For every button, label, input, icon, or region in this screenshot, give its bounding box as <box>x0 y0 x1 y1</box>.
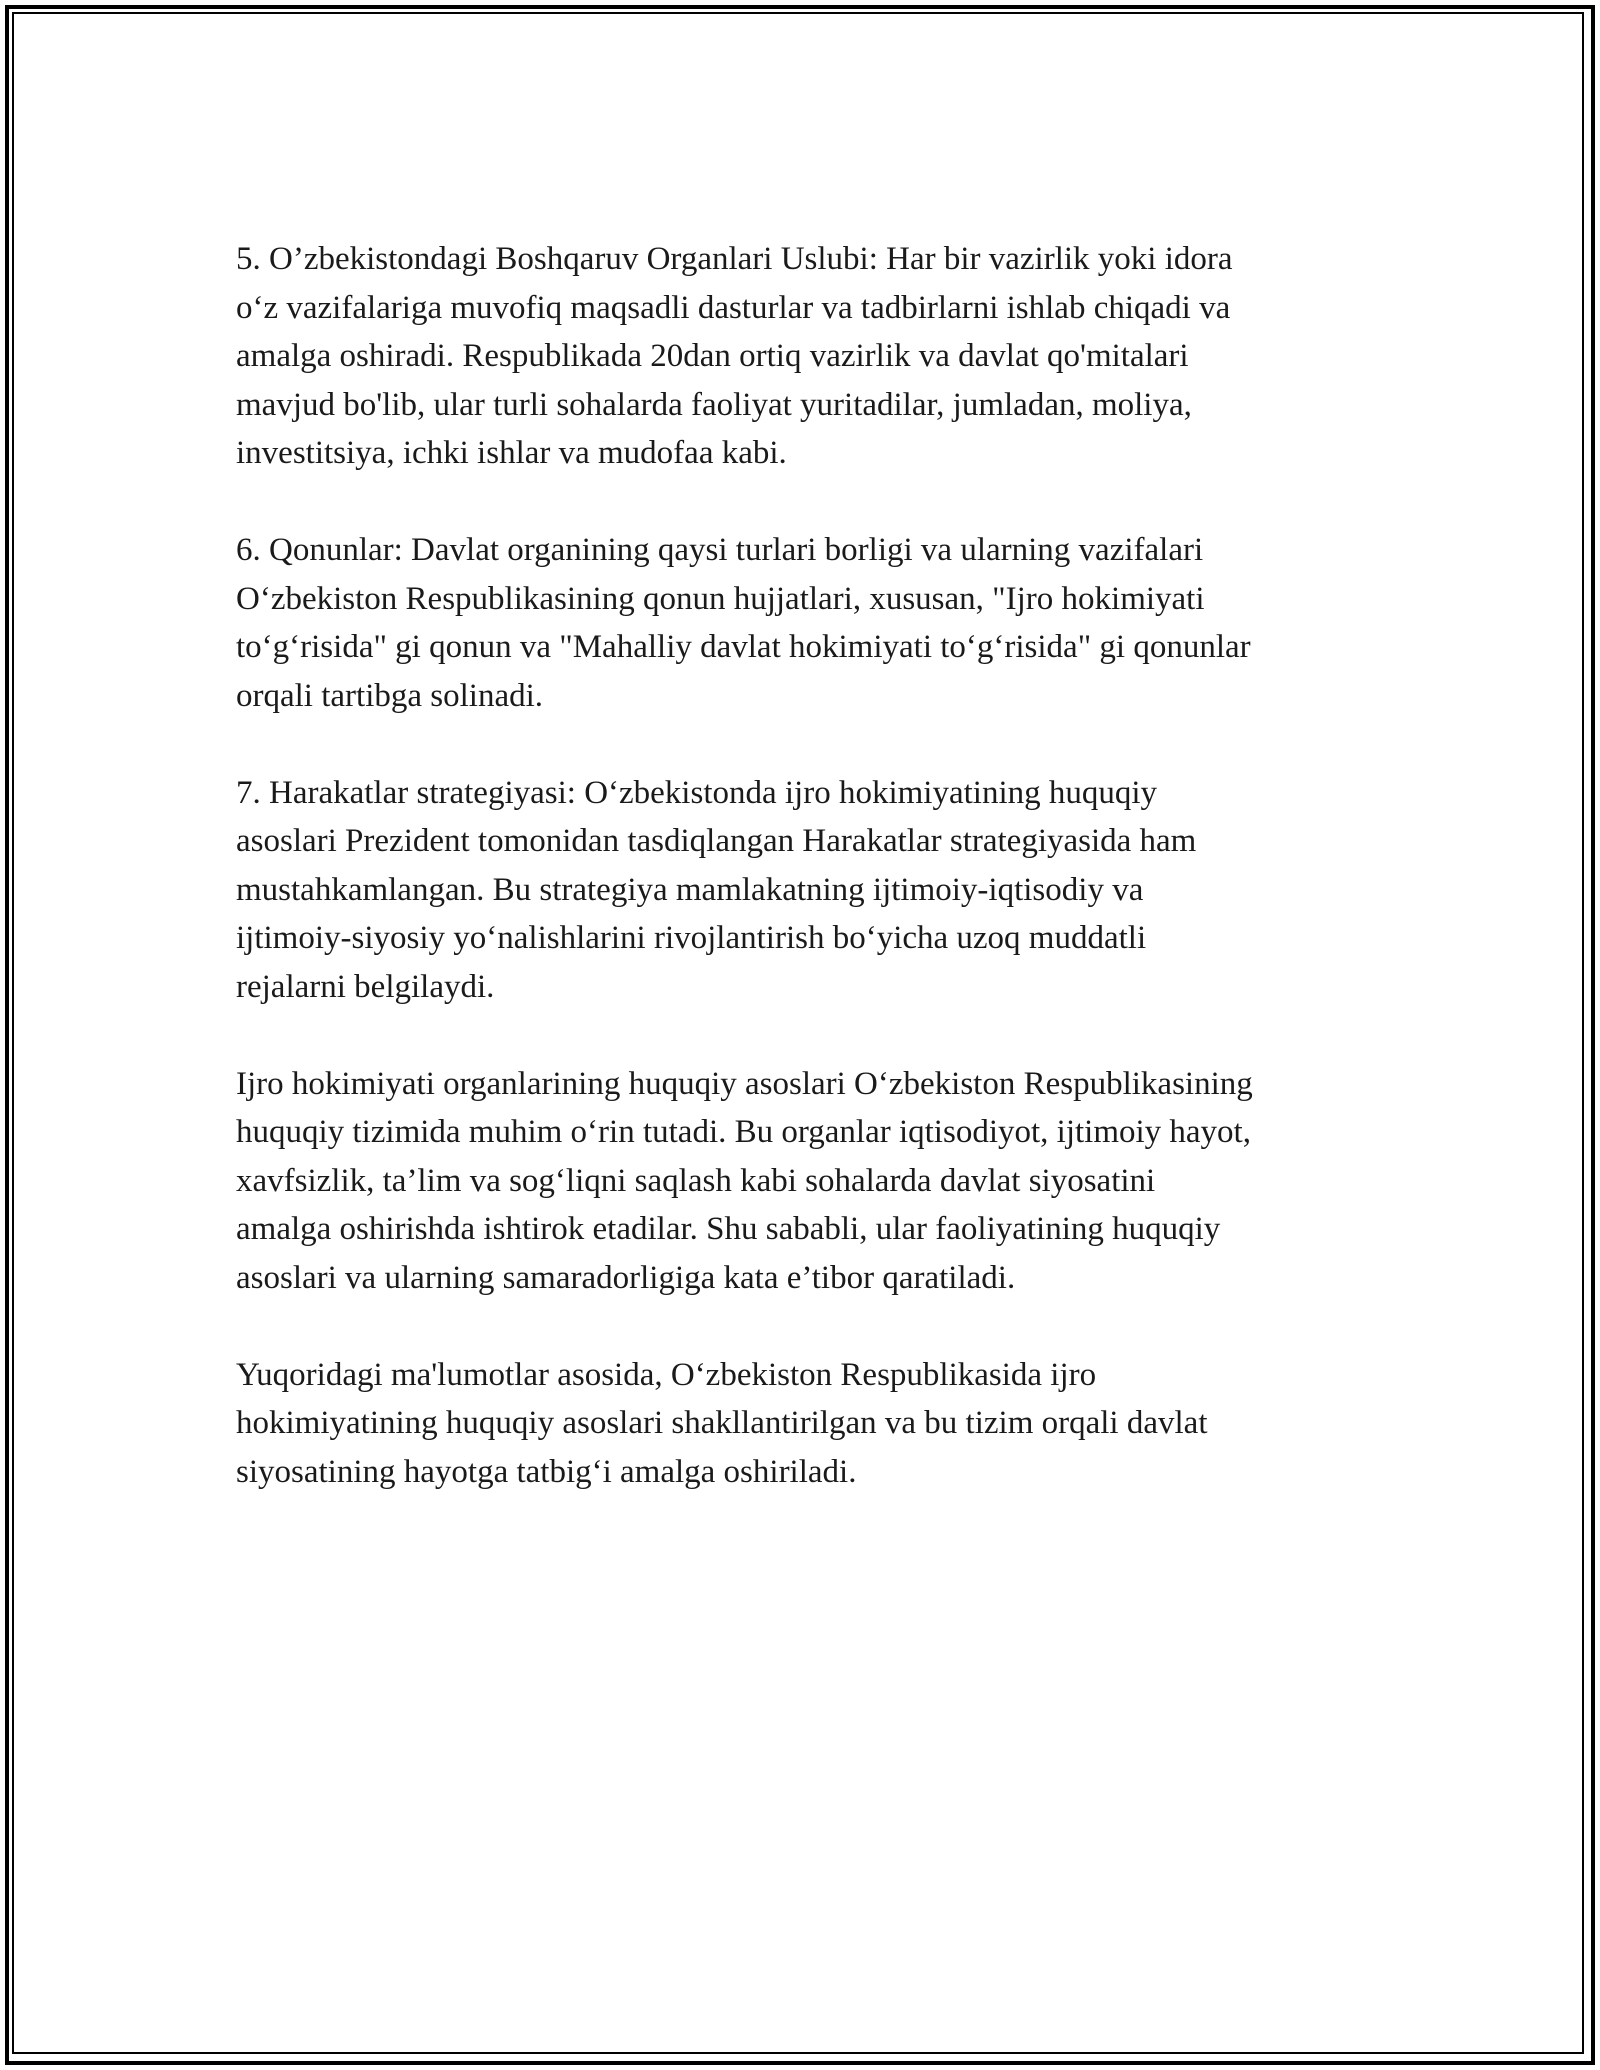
paragraph-ministries-style: 5. O’zbekistondagi Boshqaruv Organlari Uslubi: Har bir vazirlik yoki idora o‘z vazifalariga muvofiq maqsadli dasturlar va tadbirlarni ishlab chiqadi va amalga oshiradi. Respublikada 20dan ortiq vazirlik va davlat qo'mitalari mavjud bo'lib, ular turli sohalarda faoliyat yuritadilar, jumladan, moliya, investitsiya, ichki ishlar va mudofaa kabi. <box>236 241 1233 471</box>
paragraph-action-strategy: 7. Harakatlar strategiyasi: O‘zbekistonda ijro hokimiyatining huquqiy asoslari Prezident tomonidan tasdiqlangan Harakatlar strategiyasida ham mustahkamlangan. Bu strategiya mamlakatning ijtimoiy-iqtisodiy va ijtimoiy-siyosiy yo‘nalishlarini rivojlantirish bo‘yicha uzoq muddatli rejalarni belgilaydi. <box>236 774 1197 1005</box>
document-body <box>236 235 1386 1545</box>
paragraph-conclusion: Yuqoridagi ma'lumotlar asosida, O‘zbekiston Respublikasida ijro hokimiyatining huquqiy asoslari shakllantirilgan va bu tizim orqali davlat siyosatining hayotga tatbig‘i amalga oshiriladi. <box>236 1356 1208 1490</box>
paragraph-laws: 6. Qonunlar: Davlat organining qaysi turlari borligi va ularning vazifalari O‘zbekiston Respublikasining qonun hujjatlari, xususan, "Ijro hokimiyati to‘g‘risida" gi qonun va "Mahalliy davlat hokimiyati to‘g‘risida" gi qonunlar orqali tartibga solinadi. <box>236 532 1251 714</box>
paragraph-legal-foundations: Ijro hokimiyati organlarining huquqiy asoslari O‘zbekiston Respublikasining huquqiy tizimida muhim o‘rin tutadi. Bu organlar iqtisodiyot, ijtimoiy hayot, xavfsizlik, ta’lim va sog‘liqni saqlash kabi sohalarda davlat siyosatini amalga oshirishda ishtirok etadilar. Shu sababli, ular faoliyatining huquqiy asoslari va ularning samaradorligiga kata e’tibor qaratiladi. <box>236 1065 1253 1296</box>
